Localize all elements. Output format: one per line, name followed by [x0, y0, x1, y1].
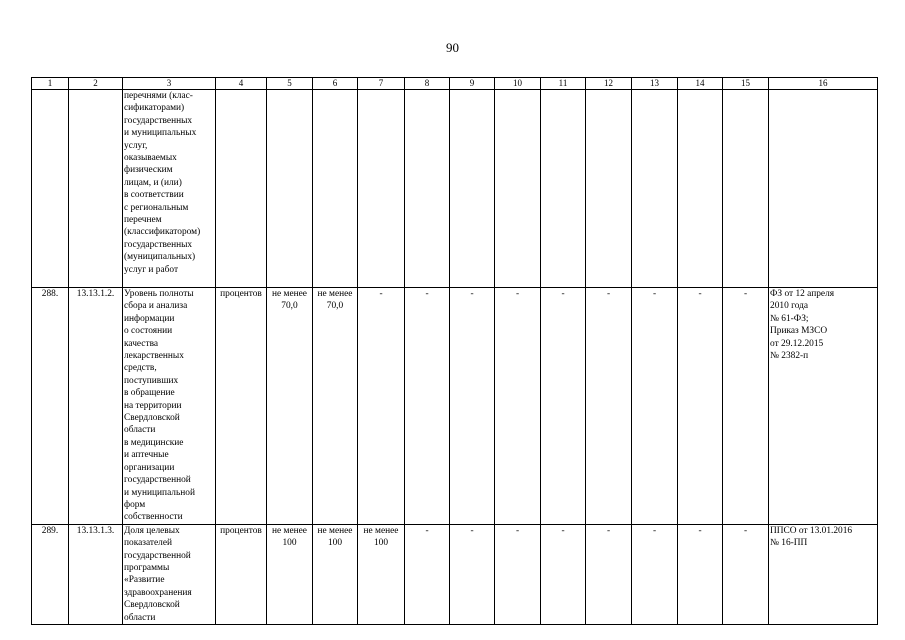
value-cell [586, 90, 632, 288]
value-cell: - [541, 524, 586, 624]
value-cell [495, 90, 541, 288]
value-cell: не менее 100 [358, 524, 405, 624]
value-cell [405, 90, 450, 288]
column-header: 5 [267, 78, 313, 90]
column-header: 6 [313, 78, 358, 90]
column-header: 3 [123, 78, 216, 90]
table-row [32, 90, 878, 288]
row-number-cell: 288. [32, 288, 69, 525]
column-header: 1 [32, 78, 69, 90]
value-cell: - [358, 288, 405, 525]
value-cell [450, 90, 495, 288]
indicator-name-cell: Уровень полноты сбора и анализа информации о состоянии качества лекарственных средств, поступивших в обращение на территории Свердловской области в медицинские и аптечные организации государственной и муниципальной форм собственности [123, 288, 216, 525]
indicator-code-cell: 13.13.1.2. [69, 288, 123, 525]
column-header: 8 [405, 78, 450, 90]
value-cell: - [450, 524, 495, 624]
column-header: 11 [541, 78, 586, 90]
value-cell: не менее 100 [313, 524, 358, 624]
table-row [32, 288, 878, 525]
page-number: 90 [446, 40, 459, 55]
value-cell [723, 90, 769, 288]
row-number-cell: 289. [32, 524, 69, 624]
value-cell: - [632, 288, 678, 525]
indicator-code-cell: 13.13.1.3. [69, 524, 123, 624]
column-header: 12 [586, 78, 632, 90]
indicator-name-cell: Доля целевых показателей государственной программы «Развитие здравоохранения Свердловской области [123, 524, 216, 624]
value-cell [678, 90, 723, 288]
unit-cell [216, 90, 267, 288]
value-cell: - [723, 524, 769, 624]
column-header: 16 [769, 78, 878, 90]
value-cell: - [723, 288, 769, 525]
value-cell: - [586, 288, 632, 525]
column-header: 13 [632, 78, 678, 90]
indicator-code-cell [69, 90, 123, 288]
value-cell: - [678, 524, 723, 624]
column-number-row [32, 78, 878, 90]
value-cell [313, 90, 358, 288]
unit-cell: процентов [216, 524, 267, 624]
value-cell [541, 90, 586, 288]
value-cell: - [495, 288, 541, 525]
column-header: 14 [678, 78, 723, 90]
value-cell: - [405, 288, 450, 525]
column-header: 9 [450, 78, 495, 90]
value-cell: не менее 70,0 [267, 288, 313, 525]
value-cell: - [678, 288, 723, 525]
value-cell: - [541, 288, 586, 525]
legal-basis-cell: ФЗ от 12 апреля 2010 года № 61-ФЗ; Приказ МЗСО от 29.12.2015 № 2382-п [769, 288, 878, 525]
unit-cell: процентов [216, 288, 267, 525]
value-cell: не менее 100 [267, 524, 313, 624]
column-header: 10 [495, 78, 541, 90]
table-row [32, 524, 878, 624]
column-header: 15 [723, 78, 769, 90]
value-cell: не менее 70,0 [313, 288, 358, 525]
row-number-cell [32, 90, 69, 288]
value-cell: - [450, 288, 495, 525]
value-cell [358, 90, 405, 288]
column-header: 7 [358, 78, 405, 90]
column-header: 2 [69, 78, 123, 90]
indicators-table [31, 77, 878, 625]
legal-basis-cell [769, 90, 878, 288]
indicator-name-cell: перечнями (клас- сификаторами) государственных и муниципальных услуг, оказываемых физическим лицам, и (или) в соответствии с региональным перечнем (классификатором) государственных (муниципальных) услуг и работ [123, 90, 216, 288]
value-cell: - [632, 524, 678, 624]
value-cell [632, 90, 678, 288]
value-cell [267, 90, 313, 288]
column-header: 4 [216, 78, 267, 90]
value-cell: - [495, 524, 541, 624]
value-cell: - [586, 524, 632, 624]
legal-basis-cell: ППСО от 13.01.2016 № 16-ПП [769, 524, 878, 624]
value-cell: - [405, 524, 450, 624]
